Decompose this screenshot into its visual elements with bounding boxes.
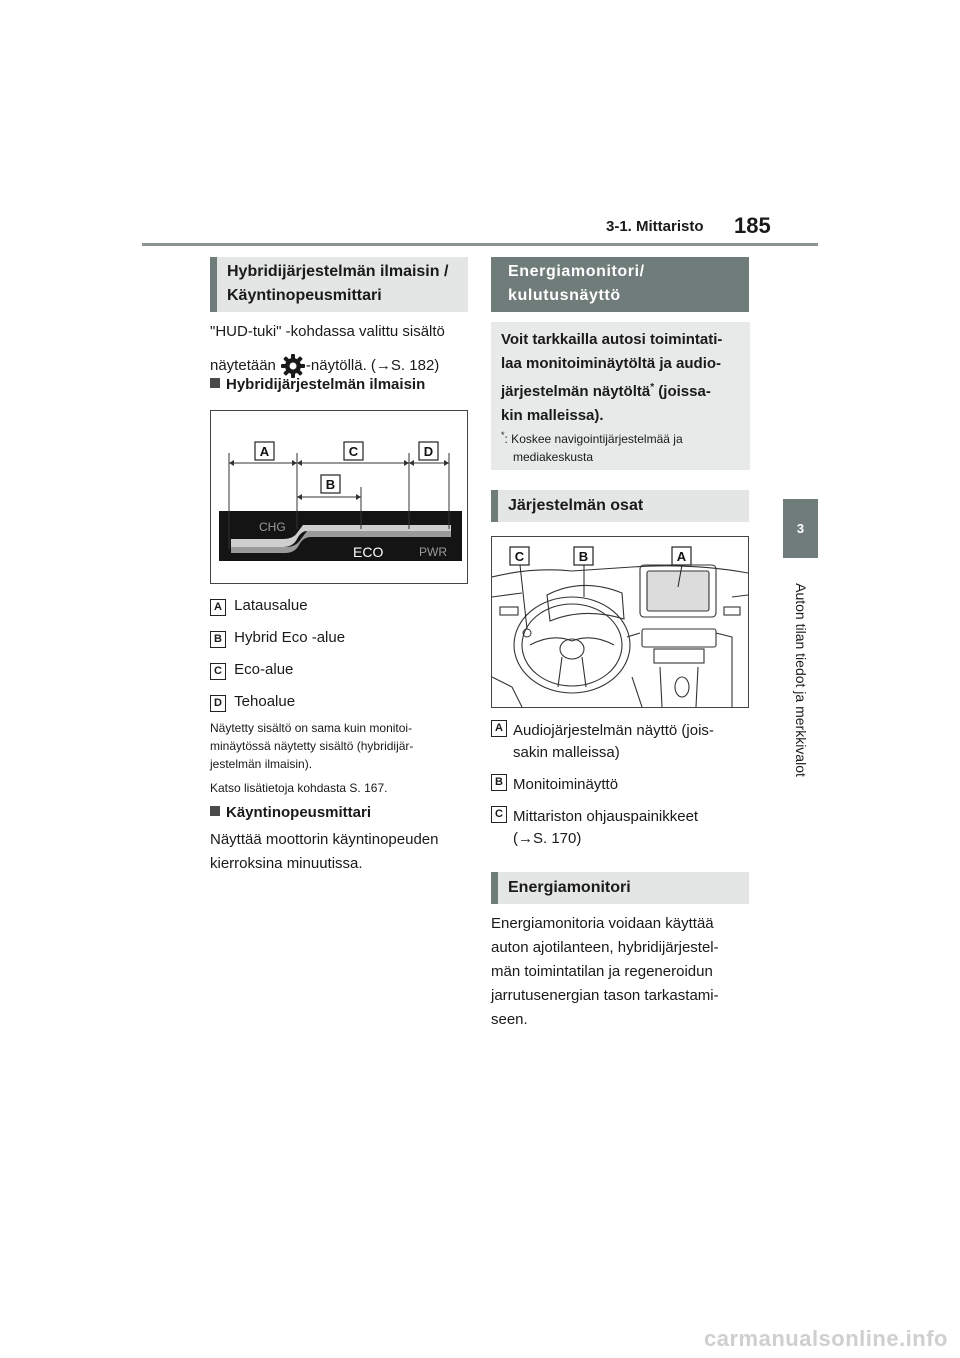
dashboard-figure (491, 536, 749, 708)
list-item: A Latausalue (210, 595, 308, 617)
item-tag: D (210, 695, 226, 712)
list-item: C Eco-alue (210, 659, 293, 681)
hybrid-indicator-figure (210, 410, 468, 584)
energy-monitor-heading: Energiamonitori/ kulutusnäyttö (491, 257, 749, 312)
subheading-hybrid-indicator: Hybridijärjestelmän ilmaisin (210, 376, 425, 393)
list-item: A Audiojärjestelmän näyttö (jois- sakin malleissa) (491, 720, 751, 764)
item-tag: A (491, 720, 507, 737)
figure-label-c: C (514, 549, 525, 564)
eco-label: ECO (353, 544, 384, 560)
item-tag: C (210, 663, 226, 680)
figure-label-a: A (676, 549, 687, 564)
left-intro: "HUD-tuki" -kohdassa valittu sisältö näytetään -näytöllä. ( → S. 182) (210, 320, 480, 379)
figure-label-a: A (259, 444, 270, 459)
section-label: 3-1. Mittaristo (606, 218, 704, 235)
info-box: Voit tarkkailla autosi toimintati- laa monitoiminäytöltä ja audio- järjestelmän näytöltä* (joissa- kin malleissa). *: Koskee navigointijärjestelmää ja mediakeskusta (491, 322, 750, 470)
item-tag: B (491, 774, 507, 791)
system-parts-heading: Järjestelmän osat (491, 490, 749, 522)
dashboard-illustration (492, 537, 748, 707)
left-note: Näytetty sisältö on sama kuin monitoi- minäytössä näytetty sisältö (hybridijär- jestelmän ilmaisin). (210, 721, 414, 771)
watermark: carmanualsonline.info (704, 1326, 948, 1351)
bullet-square-icon (210, 806, 220, 816)
figure-label-b: B (325, 477, 336, 492)
page-number: 185 (734, 213, 771, 238)
chg-label: CHG (259, 520, 286, 534)
header-rule (142, 243, 818, 246)
figure-label-c: C (348, 444, 359, 459)
item-tag: C (491, 806, 507, 823)
chapter-tab: 3 (783, 499, 818, 558)
list-item: B Monitoiminäyttö (491, 774, 751, 796)
list-item: D Tehoalue (210, 691, 295, 713)
hybrid-indicator-illustration (211, 411, 467, 583)
pwr-label: PWR (419, 545, 447, 559)
item-tag: A (210, 599, 226, 616)
item-tag: B (210, 631, 226, 648)
subheading-tachometer: Käyntinopeusmittari (210, 804, 371, 821)
list-item: C Mittariston ohjauspainikkeet (→S. 170) (491, 806, 751, 850)
energy-monitor-subheading: Energiamonitori (491, 872, 749, 904)
figure-label-d: D (423, 444, 434, 459)
left-note-2: Katso lisätietoja kohdasta S. 167. (210, 781, 388, 795)
left-section-heading: Hybridijärjestelmän ilmaisin / Käyntinopeusmittari (210, 257, 468, 312)
list-item: B Hybrid Eco -alue (210, 627, 345, 649)
tachometer-description: Näyttää moottorin käyntinopeuden kierroksina minuutissa. (210, 831, 439, 872)
figure-label-b: B (578, 549, 589, 564)
bullet-square-icon (210, 378, 220, 388)
energy-monitor-description: Energiamonitoria voidaan käyttää auton ajotilanteen, hybridijärjestel- män toimintatilan ja regeneroidun jarrutusenergian tason tarkastami- seen. (491, 915, 719, 1028)
chapter-title: Auton tilan tiedot ja merkkivalot (793, 583, 810, 777)
